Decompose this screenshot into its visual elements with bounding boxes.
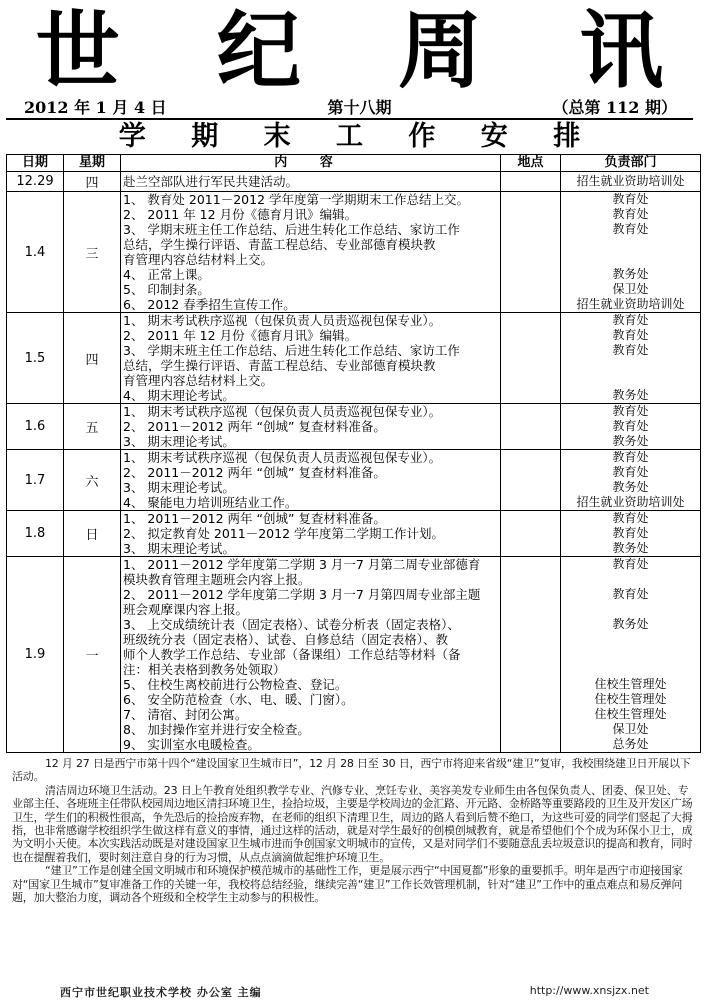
content-line: 班会观摩课内容上报。 [123,602,249,617]
table-row [7,404,701,450]
dept-line: 教务处 [612,388,649,402]
content-line: 1、 2011－2012 两年 “创城” 复查材料准备。 [123,511,386,526]
issue-info [6,96,693,120]
row-date: 1.9 [7,557,64,753]
dept-line: 教育处 [612,526,649,540]
content-line: 2、 2011－2012 两年 “创城” 复查材料准备。 [123,465,386,480]
content-line: 3、 期末理论考试。 [123,434,235,449]
row-date: 12.29 [7,172,64,192]
dept-line: 教务处 [612,267,649,281]
table-row [7,511,701,557]
row-location [501,404,561,450]
dept-line [563,252,698,267]
dept-line: 招生就业资助培训处 [576,495,685,509]
content-line: 1、 教育处 2011－2012 学年度第一学期期末工作总结上交。 [123,192,469,207]
row-dept [561,404,701,450]
content-line: 5、 住校生离校前进行公物检查、登记。 [123,677,348,692]
content-line: 班级统分表（固定表格）、试卷、自修总结（固定表格）、教 [123,632,449,647]
content-line: 总结，学生操行评语、青蓝工程总结、专业部德育模块教 [123,237,436,252]
dept-line [563,237,698,252]
dept-line: 总务处 [612,737,649,751]
content-line: 5、 印制封条。 [123,282,210,297]
table-row [7,172,701,192]
issue-total: （总第 112 期） [552,98,677,117]
header-content: 内 容 [121,155,501,172]
header-date: 日期 [7,155,64,172]
content-line: 6、 安全防范检查（水、电、暖、门窗）。 [123,692,354,707]
content-line: 1、 期末考试秩序巡视（包保负责人员责巡视包保专业）。 [123,450,442,465]
row-location [501,192,561,313]
table-row [7,192,701,313]
row-content [121,557,501,753]
dept-line: 教育处 [612,419,649,433]
row-weekday: 日 [64,511,121,557]
row-location [501,511,561,557]
row-date: 1.7 [7,450,64,511]
content-line: 1、 期末考试秩序巡视（包保负责人员责巡视包保专业）。 [123,404,442,419]
content-line: 3、 学期末班主任工作总结、后进生转化工作总结、家访工作 [123,343,460,358]
dept-line: 教务处 [612,480,649,494]
dept-line: 招生就业资助培训处 [576,174,685,188]
row-weekday: 四 [64,172,121,192]
content-line: 2、 拟定教育处 2011－2012 学年度第二学期工作计划。 [123,526,444,541]
content-line: 2、 2011－2012 学年度第二学期 3 月一7 月第四周专业部主题 [123,587,481,602]
content-line: 1、 期末考试秩序巡视（包保负责人员责巡视包保专业）。 [123,313,442,328]
row-content [121,404,501,450]
content-line: 模块教育管理主题班会内容上报。 [123,572,311,587]
issue-number: 第十八期 [327,98,392,117]
dept-line: 教育处 [612,343,649,357]
row-location [501,450,561,511]
table-header-row [7,155,701,172]
header-week: 星期 [64,155,121,172]
dept-line [563,358,698,373]
row-weekday: 六 [64,450,121,511]
footer-editor: 西宁市世纪职业技术学校 办公室 主编 [60,986,262,999]
row-content [121,192,501,313]
table-row [7,557,701,753]
content-line: 注：相关表格到教务处领取） [123,662,286,677]
dept-line [563,373,698,388]
content-line: 2、 2011 年 12 月份《德育月讯》编辑。 [123,328,358,343]
row-dept [561,450,701,511]
row-location [501,313,561,404]
row-date: 1.6 [7,404,64,450]
row-location [501,557,561,753]
dept-line [563,602,698,617]
schedule-table [6,154,701,753]
content-line: 育管理内容总结材料上交。 [123,373,274,388]
row-dept [561,192,701,313]
row-weekday: 四 [64,313,121,404]
header-location: 地点 [501,155,561,172]
news-notes [12,757,695,904]
dept-line: 教育处 [612,587,649,601]
content-line: 4、 期末理论考试。 [123,388,235,403]
note-paragraph: 清洁周边环境卫生活动。23 日上午教育处组织教学专业、汽修专业、烹饪专业、美容美发专业师生由各包保负责人、团委、保卫处、专业部主任、各班班主任带队校园周边地区清扫环境卫生，捡拾垃圾，主要是学校周边的金汇路、开元路、金桥路等重要路段的卫生及开发区广场卫生，学生们的积极性很高，争先恐后的捡拾废弃物，在老师的组织下清理卫生，周边的路人看到后赞不绝口，为这些可爱的同学们竖起了大拇指，也非常感谢学校组织学生做这样有意义的事情，通过这样的活动，就是对学生最好的创模创城教育，就是希望他们个个成为环保小卫士，成为文明小天使。本次实践活动既是对建设国家卫生城市进而争创国家文明城市的宣传，又是对同学们不要随意乱丢垃圾意识的提高和教育，同时也在提醒着我们，要时刻注意自身的行为习惯，从点点滴滴做起维护环境卫生。 [12,783,693,864]
section-title: 学 期 末 工 作 安 排 [118,121,599,152]
dept-line: 教务处 [612,617,649,631]
dept-line: 教育处 [612,313,649,327]
content-line: 3、 学期末班主任工作总结、后进生转化工作总结、家访工作 [123,222,460,237]
row-dept [561,511,701,557]
content-line: 8、 加封操作室并进行安全检查。 [123,722,310,737]
content-line: 4、 聚能电力培训班结业工作。 [123,495,298,510]
content-line: 1、 2011－2012 学年度第二学期 3 月一7 月第二周专业部德育 [123,557,481,572]
dept-line [563,662,698,677]
row-dept [561,557,701,753]
dept-line: 保卫处 [612,282,649,296]
table-row [7,450,701,511]
issue-date: 2012 年 1 月 4 日 [24,98,167,117]
dept-line [563,647,698,662]
content-line: 3、 期末理论考试。 [123,480,235,495]
dept-line: 教育处 [612,222,649,236]
dept-line: 教育处 [612,404,649,418]
content-line: 总结，学生操行评语、青蓝工程总结、专业部德育模块教 [123,358,436,373]
footer [0,984,705,1002]
row-dept [561,313,701,404]
row-date: 1.5 [7,313,64,404]
dept-line: 保卫处 [612,722,649,736]
schedule-body [7,172,701,753]
row-content [121,172,501,192]
dept-line: 招生就业资助培训处 [576,297,685,311]
dept-line [563,632,698,647]
content-line: 育管理内容总结材料上交。 [123,252,274,267]
newsletter-title: 世 纪 周 讯 [35,1,698,100]
dept-line: 教育处 [612,328,649,342]
row-weekday: 一 [64,557,121,753]
dept-line: 教育处 [612,557,649,571]
row-weekday: 五 [64,404,121,450]
dept-line: 住校生管理处 [594,677,667,691]
content-line: 4、 正常上课。 [123,267,210,282]
row-dept [561,172,701,192]
content-line: 赴兰空部队进行军民共建活动。 [123,174,299,189]
dept-line: 教育处 [612,465,649,479]
content-line: 3、 上交成绩统计表（固定表格）、试卷分析表（固定表格）、 [123,617,460,632]
note-paragraph: 12 月 27 日是西宁市第十四个“建设国家卫生城市日”，12 月 28 日至 30 日，西宁市将迎来省级“建卫”复审，我校围绕建卫日开展以下活动。 [12,757,691,784]
header-dept: 负责部门 [561,155,701,172]
content-line: 2、 2011 年 12 月份《德育月讯》编辑。 [123,207,358,222]
dept-line: 教育处 [612,192,649,206]
dept-line: 住校生管理处 [594,707,667,721]
row-date: 1.4 [7,192,64,313]
masthead [0,0,705,100]
content-line: 6、 2012 春季招生宣传工作。 [123,297,296,312]
dept-line: 住校生管理处 [594,692,667,706]
dept-line [563,572,698,587]
footer-website: http://www.xnsjzx.net [529,984,649,997]
content-line: 师个人教学工作总结、专业部（备课组）工作总结等材料（备 [123,647,461,662]
row-location [501,172,561,192]
row-content [121,450,501,511]
dept-line: 教务处 [612,541,649,555]
row-content [121,313,501,404]
row-weekday: 三 [64,192,121,313]
dept-line: 教育处 [612,450,649,464]
row-date: 1.8 [7,511,64,557]
dept-line: 教育处 [612,511,649,525]
table-row [7,313,701,404]
note-paragraph: “建卫”工作是创建全国文明城市和环境保护模范城市的基础性工作，更是展示西宁“中国夏都”形象的重要抓手。明年是西宁市迎接国家对“国家卫生城市”复审准备工作的关键一年，我校将总结经验，继续完善“建卫”工作长效管理机制，针对“建卫”工作中的重点难点和易反弹问题，加大整治力度，调动各个班级和全校学生主动参与的积极性。 [12,864,683,905]
dept-line: 教育处 [612,207,649,221]
row-content [121,511,501,557]
content-line: 7、 清宿、封闭公寓。 [123,707,248,722]
content-line: 2、 2011－2012 两年 “创城” 复查材料准备。 [123,419,386,434]
content-line: 3、 期末理论考试。 [123,541,235,556]
content-line: 9、 实训室水电暖检查。 [123,737,260,752]
dept-line: 教务处 [612,434,649,448]
